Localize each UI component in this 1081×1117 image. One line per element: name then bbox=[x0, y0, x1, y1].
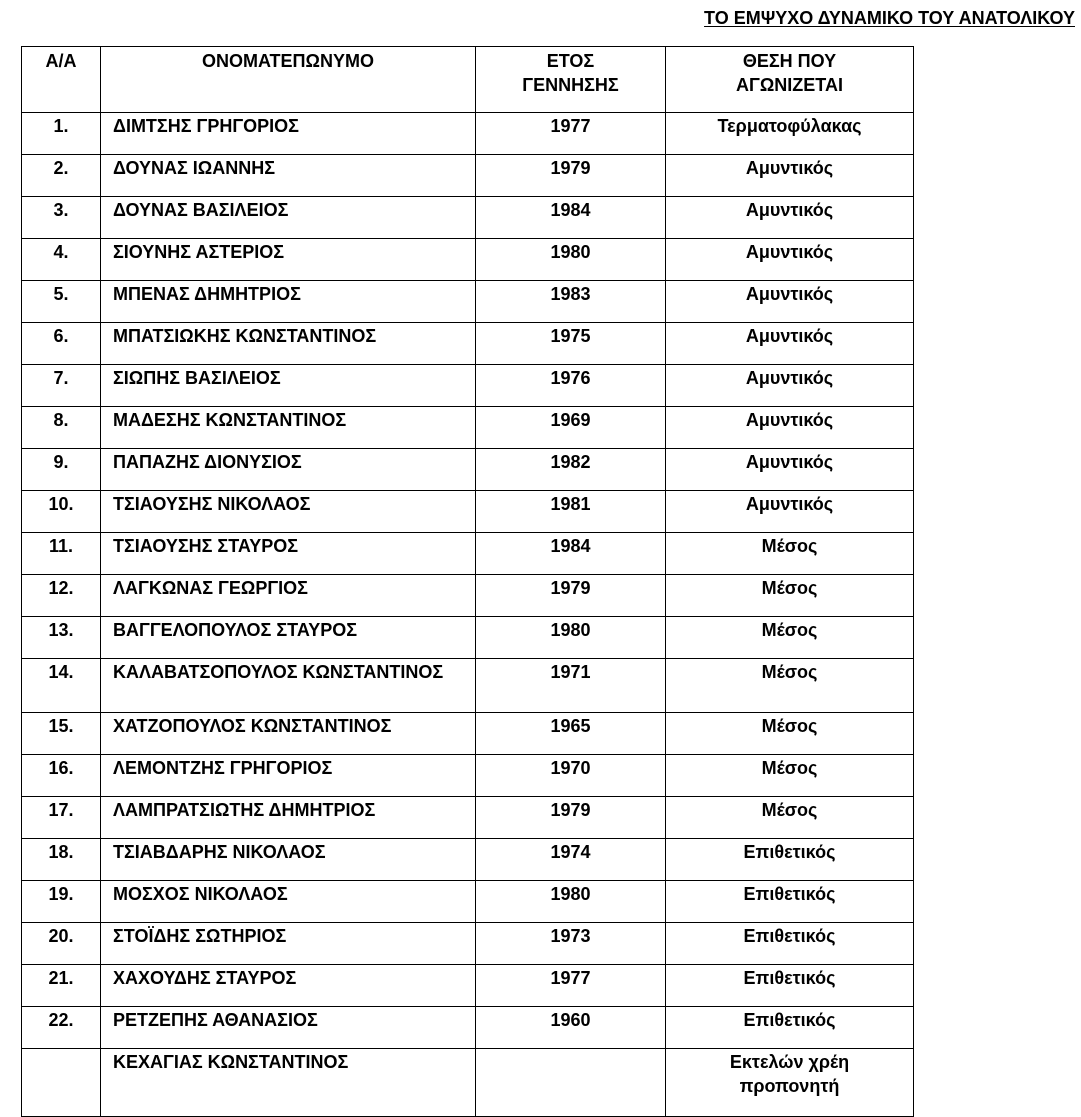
birth-year: 1977 bbox=[476, 113, 666, 155]
player-name: ΚΑΛΑΒΑΤΣΟΠΟΥΛΟΣ ΚΩΝΣΤΑΝΤΙΝΟΣ bbox=[101, 659, 476, 713]
player-name: ΤΣΙΑΒΔΑΡΗΣ ΝΙΚΟΛΑΟΣ bbox=[101, 839, 476, 881]
table-row bbox=[22, 281, 914, 323]
row-number: 11. bbox=[22, 533, 101, 575]
player-position: Μέσος bbox=[666, 575, 914, 617]
table-row bbox=[22, 755, 914, 797]
row-number: 8. bbox=[22, 407, 101, 449]
player-position: Αμυντικός bbox=[666, 239, 914, 281]
player-name: ΣΤΟΪΔΗΣ ΣΩΤΗΡΙΟΣ bbox=[101, 923, 476, 965]
player-position: Εκτελών χρέη προπονητή bbox=[666, 1049, 914, 1117]
player-name: ΣΙΩΠΗΣ ΒΑΣΙΛΕΙΟΣ bbox=[101, 365, 476, 407]
player-position: Επιθετικός bbox=[666, 923, 914, 965]
player-position: Αμυντικός bbox=[666, 155, 914, 197]
row-number: 14. bbox=[22, 659, 101, 713]
player-name: ΒΑΓΓΕΛΟΠΟΥΛΟΣ ΣΤΑΥΡΟΣ bbox=[101, 617, 476, 659]
header-num: Α/Α bbox=[22, 47, 101, 113]
birth-year: 1980 bbox=[476, 617, 666, 659]
birth-year: 1970 bbox=[476, 755, 666, 797]
table-row bbox=[22, 797, 914, 839]
table-row bbox=[22, 1007, 914, 1049]
player-name: ΔΟΥΝΑΣ ΒΑΣΙΛΕΙΟΣ bbox=[101, 197, 476, 239]
row-number: 13. bbox=[22, 617, 101, 659]
birth-year: 1974 bbox=[476, 839, 666, 881]
table-row bbox=[22, 113, 914, 155]
player-name: ΛΑΓΚΩΝΑΣ ΓΕΩΡΓΙΟΣ bbox=[101, 575, 476, 617]
player-name: ΠΑΠΑΖΗΣ ΔΙΟΝΥΣΙΟΣ bbox=[101, 449, 476, 491]
birth-year: 1965 bbox=[476, 713, 666, 755]
row-number: 1. bbox=[22, 113, 101, 155]
player-name: ΧΑΧΟΥΔΗΣ ΣΤΑΥΡΟΣ bbox=[101, 965, 476, 1007]
birth-year: 1976 bbox=[476, 365, 666, 407]
table-row bbox=[22, 713, 914, 755]
birth-year: 1979 bbox=[476, 797, 666, 839]
row-number: 7. bbox=[22, 365, 101, 407]
player-name: ΡΕΤΖΕΠΗΣ ΑΘΑΝΑΣΙΟΣ bbox=[101, 1007, 476, 1049]
table-row bbox=[22, 1049, 914, 1117]
row-number: 4. bbox=[22, 239, 101, 281]
table-row bbox=[22, 881, 914, 923]
birth-year: 1981 bbox=[476, 491, 666, 533]
row-number: 18. bbox=[22, 839, 101, 881]
birth-year: 1980 bbox=[476, 239, 666, 281]
player-position: Αμυντικός bbox=[666, 197, 914, 239]
header-name: ΟΝΟΜΑΤΕΠΩΝΥΜΟ bbox=[101, 47, 476, 113]
row-number: 19. bbox=[22, 881, 101, 923]
row-number: 17. bbox=[22, 797, 101, 839]
birth-year: 1984 bbox=[476, 197, 666, 239]
player-position: Μέσος bbox=[666, 713, 914, 755]
player-name: ΜΟΣΧΟΣ ΝΙΚΟΛΑΟΣ bbox=[101, 881, 476, 923]
table-row bbox=[22, 533, 914, 575]
player-position: Μέσος bbox=[666, 533, 914, 575]
player-name: ΛΕΜΟΝΤΖΗΣ ΓΡΗΓΟΡΙΟΣ bbox=[101, 755, 476, 797]
player-position: Επιθετικός bbox=[666, 839, 914, 881]
birth-year: 1983 bbox=[476, 281, 666, 323]
table-row bbox=[22, 923, 914, 965]
table-row bbox=[22, 407, 914, 449]
row-number: 20. bbox=[22, 923, 101, 965]
header-position: ΘΕΣΗ ΠΟΥ ΑΓΩΝΙΖΕΤΑΙ bbox=[666, 47, 914, 113]
table-row bbox=[22, 323, 914, 365]
player-position: Τερματοφύλακας bbox=[666, 113, 914, 155]
table-row bbox=[22, 197, 914, 239]
table-row bbox=[22, 365, 914, 407]
table-row bbox=[22, 239, 914, 281]
row-number: 16. bbox=[22, 755, 101, 797]
player-position: Αμυντικός bbox=[666, 365, 914, 407]
row-number: 10. bbox=[22, 491, 101, 533]
player-name: ΧΑΤΖΟΠΟΥΛΟΣ ΚΩΝΣΤΑΝΤΙΝΟΣ bbox=[101, 713, 476, 755]
birth-year: 1969 bbox=[476, 407, 666, 449]
player-position: Μέσος bbox=[666, 659, 914, 713]
player-position: Επιθετικός bbox=[666, 965, 914, 1007]
player-name: ΚΕΧΑΓΙΑΣ ΚΩΝΣΤΑΝΤΙΝΟΣ bbox=[101, 1049, 476, 1117]
row-number: 6. bbox=[22, 323, 101, 365]
row-number: 12. bbox=[22, 575, 101, 617]
table-row bbox=[22, 617, 914, 659]
birth-year: 1979 bbox=[476, 155, 666, 197]
header-row bbox=[22, 47, 914, 113]
birth-year bbox=[476, 1049, 666, 1117]
birth-year: 1971 bbox=[476, 659, 666, 713]
player-name: ΤΣΙΑΟΥΣΗΣ ΝΙΚΟΛΑΟΣ bbox=[101, 491, 476, 533]
birth-year: 1975 bbox=[476, 323, 666, 365]
birth-year: 1984 bbox=[476, 533, 666, 575]
row-number bbox=[22, 1049, 101, 1117]
player-position: Αμυντικός bbox=[666, 449, 914, 491]
table-row bbox=[22, 449, 914, 491]
player-name: ΔΟΥΝΑΣ ΙΩΑΝΝΗΣ bbox=[101, 155, 476, 197]
roster-table bbox=[21, 46, 914, 1117]
document-title: ΤΟ ΕΜΨΥΧΟ ΔΥΝΑΜΙΚΟ ΤΟΥ ΑΝΑΤΟΛΙΚΟΥ bbox=[704, 8, 1075, 28]
player-position: Αμυντικός bbox=[666, 281, 914, 323]
player-position: Μέσος bbox=[666, 755, 914, 797]
player-position: Μέσος bbox=[666, 797, 914, 839]
row-number: 22. bbox=[22, 1007, 101, 1049]
table-row bbox=[22, 839, 914, 881]
birth-year: 1982 bbox=[476, 449, 666, 491]
birth-year: 1960 bbox=[476, 1007, 666, 1049]
player-name: ΣΙΟΥΝΗΣ ΑΣΤΕΡΙΟΣ bbox=[101, 239, 476, 281]
player-name: ΜΠΕΝΑΣ ΔΗΜΗΤΡΙΟΣ bbox=[101, 281, 476, 323]
player-name: ΛΑΜΠΡΑΤΣΙΩΤΗΣ ΔΗΜΗΤΡΙΟΣ bbox=[101, 797, 476, 839]
birth-year: 1980 bbox=[476, 881, 666, 923]
roster-body bbox=[22, 113, 914, 1117]
player-position: Αμυντικός bbox=[666, 491, 914, 533]
player-position: Αμυντικός bbox=[666, 407, 914, 449]
player-name: ΔΙΜΤΣΗΣ ΓΡΗΓΟΡΙΟΣ bbox=[101, 113, 476, 155]
row-number: 2. bbox=[22, 155, 101, 197]
player-position: Επιθετικός bbox=[666, 1007, 914, 1049]
row-number: 21. bbox=[22, 965, 101, 1007]
player-position: Μέσος bbox=[666, 617, 914, 659]
row-number: 3. bbox=[22, 197, 101, 239]
table-row bbox=[22, 659, 914, 713]
row-number: 5. bbox=[22, 281, 101, 323]
table-row bbox=[22, 491, 914, 533]
player-name: ΤΣΙΑΟΥΣΗΣ ΣΤΑΥΡΟΣ bbox=[101, 533, 476, 575]
player-position: Αμυντικός bbox=[666, 323, 914, 365]
table-row bbox=[22, 965, 914, 1007]
row-number: 15. bbox=[22, 713, 101, 755]
row-number: 9. bbox=[22, 449, 101, 491]
header-year: ΕΤΟΣ ΓΕΝΝΗΣΗΣ bbox=[476, 47, 666, 113]
table-row bbox=[22, 575, 914, 617]
player-name: ΜΠΑΤΣΙΩΚΗΣ ΚΩΝΣΤΑΝΤΙΝΟΣ bbox=[101, 323, 476, 365]
birth-year: 1973 bbox=[476, 923, 666, 965]
birth-year: 1979 bbox=[476, 575, 666, 617]
birth-year: 1977 bbox=[476, 965, 666, 1007]
player-position: Επιθετικός bbox=[666, 881, 914, 923]
player-name: ΜΑΔΕΣΗΣ ΚΩΝΣΤΑΝΤΙΝΟΣ bbox=[101, 407, 476, 449]
table-row bbox=[22, 155, 914, 197]
